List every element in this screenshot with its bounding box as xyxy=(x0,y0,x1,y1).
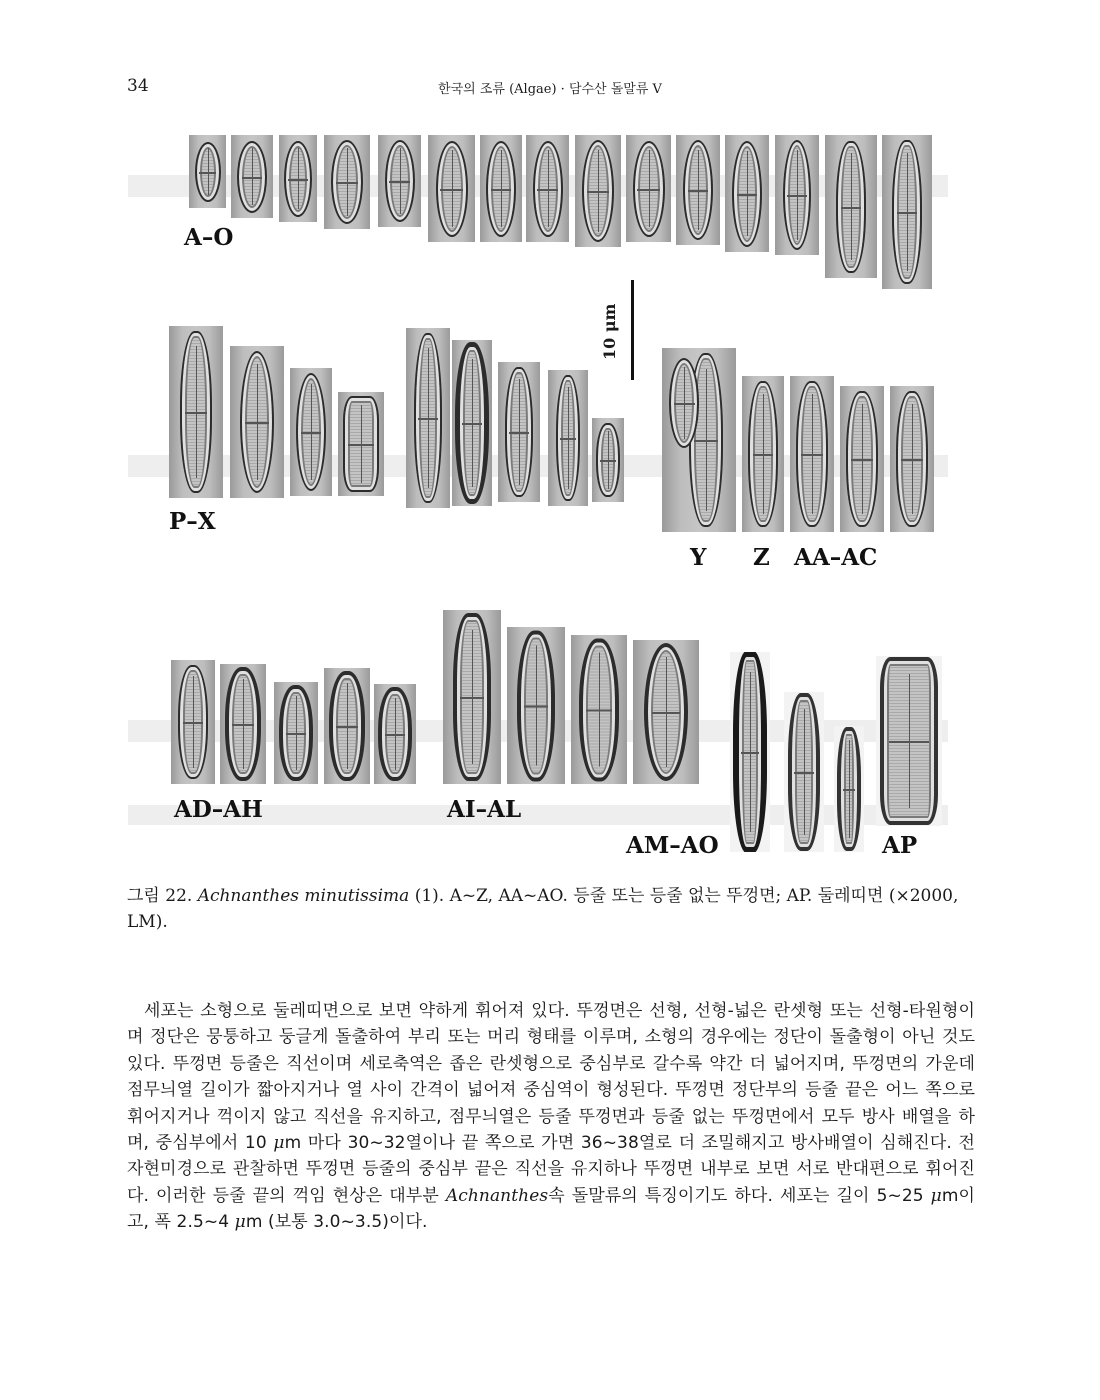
micro-symbol-1: μ xyxy=(273,1133,285,1154)
page-number: 34 xyxy=(127,76,149,96)
body-text-2: m 마다 30~32열이나 끝 쪽으로 가면 36~38열로 더 조밀해지고 방사배열이 심해진다. 전자현미경으로 관찰하면 뚜껑면 등줄의 중심부 끝은 직선을 유지하나 뚜껑면 내부로 보면 서로 반대편으로 휘어진다. 이러한 등줄 끝의 꺽임 현상은 대부분 xyxy=(127,1133,976,1206)
caption-text: (1). A~Z, AA~AO. 등줄 또는 등줄 없는 뚜껑면; AP. 둘레띠면 (×2000, LM). xyxy=(127,886,959,932)
panel-label-aa-ac: AA–AC xyxy=(794,544,878,571)
scale-bar-label: 10 μm xyxy=(600,303,619,360)
micrograph-panel-w xyxy=(548,370,588,506)
panel-label-ad-ah: AD–AH xyxy=(174,796,263,823)
panel-label-y: Y xyxy=(690,544,707,571)
micrograph-panel-s xyxy=(338,392,384,496)
micrograph-panel-al xyxy=(633,640,699,784)
micrograph-panel-p xyxy=(169,326,223,498)
panel-label-p-x: P–X xyxy=(169,508,216,535)
micrograph-panel-k xyxy=(676,135,720,245)
panel-label-z: Z xyxy=(753,544,770,571)
micrograph-panel-am xyxy=(730,652,770,852)
micrograph-panel-n xyxy=(825,135,877,278)
micrograph-panel-aj xyxy=(507,627,565,784)
body-text-1: 세포는 소형으로 둘레띠면으로 보면 약하게 휘어져 있다. 뚜껑면은 선형, 선형-넓은 란셋형 또는 선형-타원형이며 정단은 뭉퉁하고 둥글게 돌출하여 부리 또는 머리 형태를 이루며, 소형의 경우에는 정단이 돌출형이 아닌 것도 있다. 뚜껑면 등줄은 직선이며 세로축역은 좁은 란셋형으로 중심부로 갈수록 약간 더 넓어지며, 뚜껑면의 가운데 점무늬열 길이가 짧아지거나 열 사이 간격이 넓어져 중심역이 형성된다. 뚜껑면 정단부의 등줄 끝은 어느 쪽으로 휘어지거나 꺽이지 않고 직선을 유지하고, 점무늬열은 등줄 뚜껑면과 등줄 없는 뚜껑면에서 모두 방사 배열을 하며, 중심부에서 10 xyxy=(127,1001,975,1154)
micrograph-panel-ae xyxy=(220,664,266,784)
caption-prefix: 그림 22. xyxy=(127,886,198,906)
running-header: 한국의 조류 (Algae) · 담수산 돌말류 V xyxy=(438,82,662,97)
micrograph-panel-ad xyxy=(171,660,215,784)
micrograph-panel-u xyxy=(452,340,492,506)
micrograph-panel-y xyxy=(662,348,736,532)
micrograph-panel-ac xyxy=(890,386,934,532)
micrograph-panel-af xyxy=(274,682,318,784)
panel-label-am-ao: AM–AO xyxy=(626,832,719,859)
body-text-3: 속 돌말류의 특징이기도 하다. 세포는 길이 5~25 xyxy=(548,1185,931,1206)
genus-name: Achnanthes xyxy=(445,1185,549,1206)
micrograph-panel-ap xyxy=(876,656,942,826)
micrograph-panel-l xyxy=(725,135,769,252)
panel-label-ap: AP xyxy=(882,832,918,859)
micrograph-panel-v xyxy=(498,362,540,502)
micro-symbol-3: μ xyxy=(234,1212,246,1233)
micrograph-panel-q xyxy=(230,346,284,498)
caption-species: Achnanthes minutissima xyxy=(197,886,410,906)
micrograph-panel-z xyxy=(742,376,784,532)
micrograph-panel-d xyxy=(324,135,370,229)
micrograph-panel-aa xyxy=(790,376,834,532)
panel-label-a-o: A–O xyxy=(184,224,234,251)
micrograph-panel-m xyxy=(775,135,819,255)
micro-symbol-2: μ xyxy=(930,1185,942,1206)
micrograph-panel-i xyxy=(575,135,621,247)
micrograph-panel-t xyxy=(406,328,450,508)
micrograph-panel-x xyxy=(592,418,624,502)
micrograph-panel-a xyxy=(189,135,226,208)
micrograph-panel-ak xyxy=(571,635,627,784)
micrograph-panel-ao xyxy=(834,726,864,852)
micrograph-panel-an xyxy=(784,692,824,852)
body-text-5: m (보통 3.0~3.5)이다. xyxy=(245,1212,428,1233)
micrograph-panel-ai xyxy=(443,610,501,784)
micrograph-panel-b xyxy=(231,135,273,218)
micrograph-panel-ah xyxy=(374,684,416,784)
micrograph-panel-e xyxy=(378,135,421,227)
micrograph-panel-o xyxy=(882,135,932,289)
panel-label-ai-al: AI–AL xyxy=(447,796,522,823)
micrograph-panel-g xyxy=(480,135,522,242)
micrograph-panel-c xyxy=(279,135,317,222)
body-text-4: m이고, 폭 2.5~4 xyxy=(127,1185,975,1233)
body-paragraph xyxy=(127,998,975,1236)
micrograph-panel-j xyxy=(626,135,671,242)
micrograph-panel-r xyxy=(290,368,332,496)
micrograph-panel-ab xyxy=(840,386,884,532)
figure-caption xyxy=(127,883,975,935)
scale-bar xyxy=(631,280,634,380)
micrograph-panel-f xyxy=(428,135,475,242)
micrograph-panel-ag xyxy=(324,668,370,784)
micrograph-panel-h xyxy=(526,135,569,242)
